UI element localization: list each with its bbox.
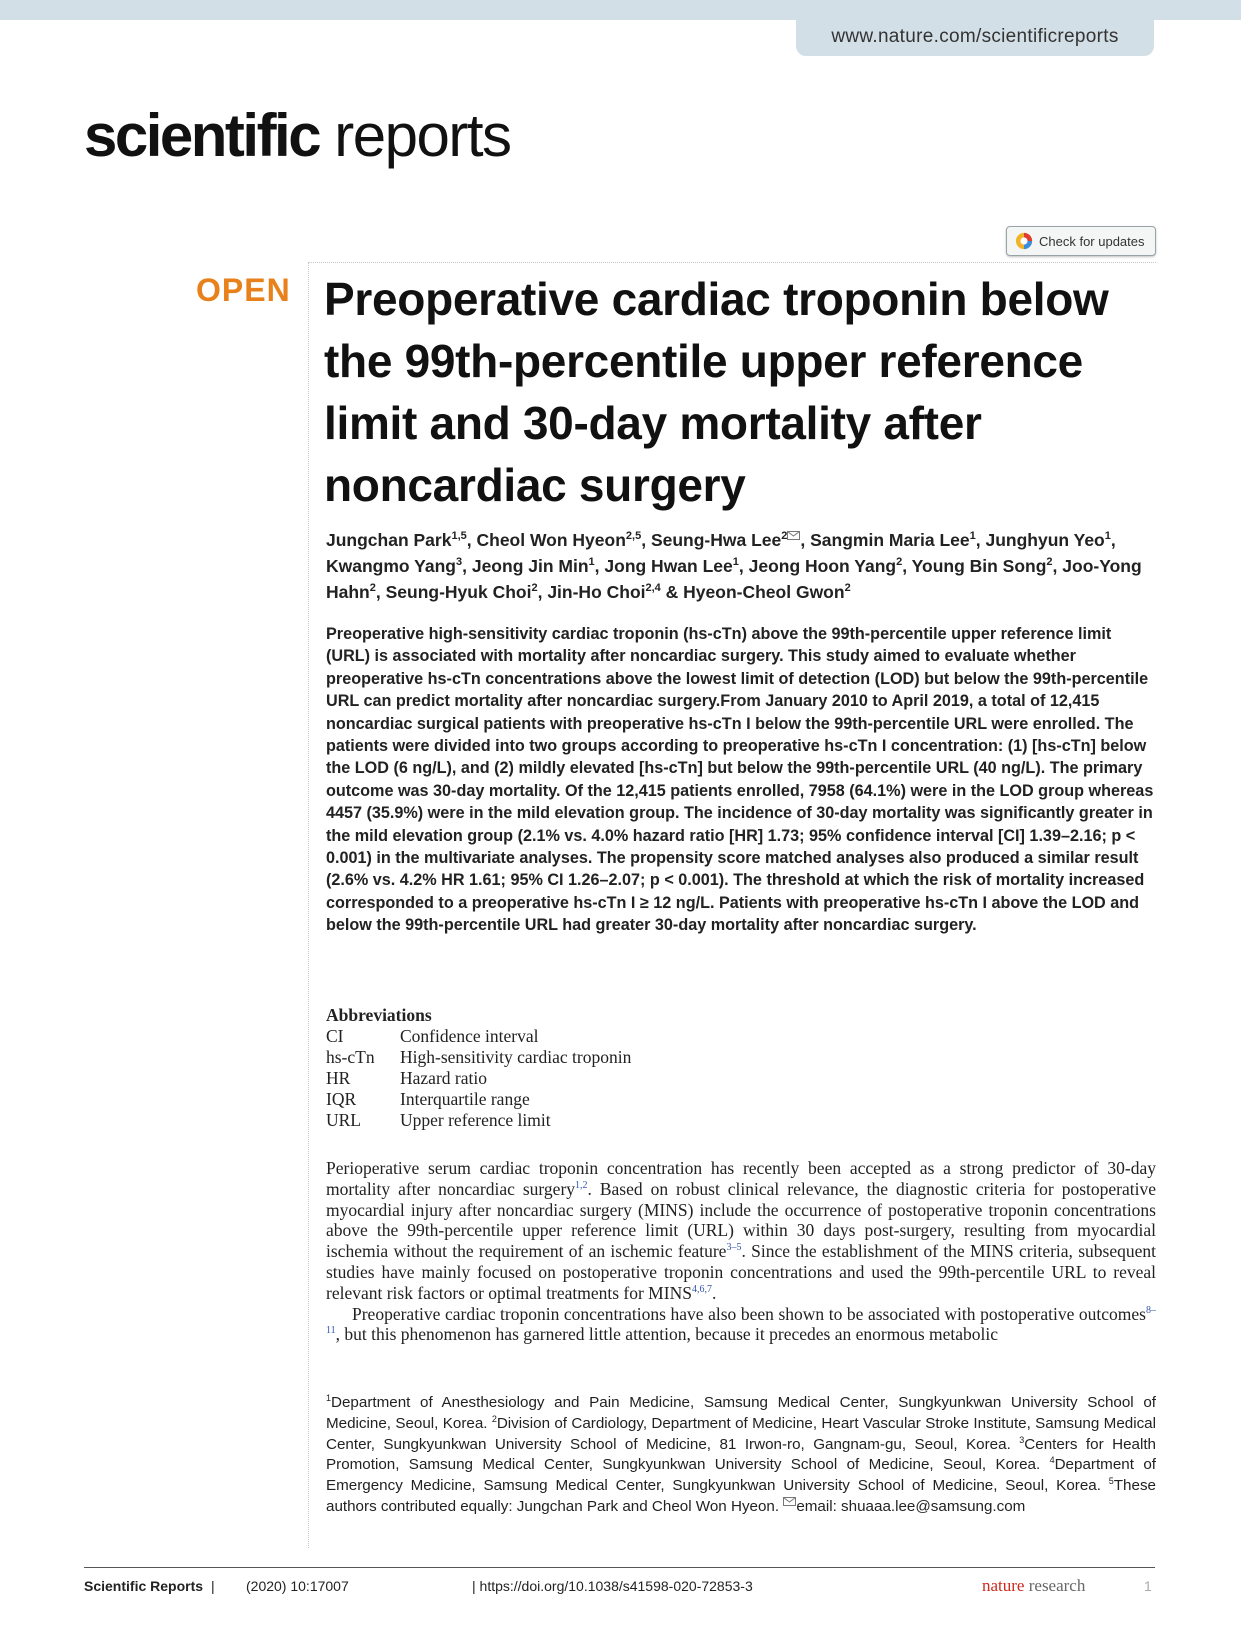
author-separator: ,	[641, 530, 651, 550]
author[interactable]	[477, 530, 642, 550]
footer-journal: Scientific Reports	[84, 1578, 204, 1594]
author-separator: ,	[466, 530, 477, 550]
journal-url[interactable]: www.nature.com/scientificreports	[796, 20, 1154, 56]
author[interactable]	[386, 582, 538, 602]
margin-divider	[308, 262, 309, 1548]
body-paragraph-2	[326, 1304, 1156, 1346]
author-affiliation: 1	[969, 530, 976, 543]
body-paragraph-1	[326, 1158, 1156, 1304]
author-affiliation: 2	[369, 582, 376, 595]
author-name: Junghyun Yeo	[985, 530, 1105, 550]
body-text-span: Perioperative serum cardiac troponin concentration has recently been accepted as a strong predictor of 30-day mortality after noncardiac surgery	[326, 1158, 1156, 1199]
check-updates-button[interactable]	[1006, 226, 1156, 256]
citation-link[interactable]: 3–5	[726, 1242, 742, 1254]
author-affiliation: 1,5	[451, 530, 467, 543]
author-affiliation: 2,4	[645, 582, 661, 595]
author-affiliation: 1	[1104, 530, 1111, 543]
affiliation-text: Department of Anesthesiology and Pain Medicine, Samsung Medical Center, Sungkyunkwan University School of Medicine, Seoul, Korea.	[326, 1394, 1156, 1432]
author-separator: ,	[800, 530, 811, 550]
abbreviation-row	[326, 1068, 1026, 1089]
author-separator: ,	[537, 582, 548, 602]
abbreviation-key: hs-cTn	[326, 1047, 375, 1067]
author[interactable]	[912, 556, 1053, 576]
author-name: Joo-Yong Hahn	[326, 556, 1142, 602]
body-text-span: . Based on robust clinical relevance, the diagnostic criteria for postoperative myocardial injury after noncardiac surgery (MINS) include the occurrence of postoperative troponin concentrations above the 99th-percentile upper reference limit (URL) within 30 days post-surgery, resulting from myocardial ischemia without the requirement of an ischemic feature	[326, 1178, 1156, 1262]
body-text	[326, 1158, 1156, 1345]
publisher-logo	[982, 1576, 1085, 1596]
open-access-label: OPEN	[196, 272, 291, 308]
publisher-logo-nature: nature	[982, 1576, 1025, 1595]
author[interactable]	[472, 556, 595, 576]
affiliation-text: Centers for Health Promotion, Samsung Medical Center, Sungkyunkwan University School of Medicine, Seoul, Korea.	[326, 1435, 1156, 1474]
affiliation-text: Department of Emergency Medicine, Samsung Medical Center, Sungkyunkwan University School of Medicine, Seoul, Korea.	[326, 1456, 1156, 1495]
author-separator: ,	[594, 556, 605, 576]
page-number: 1	[1144, 1578, 1152, 1594]
body-text-span: .	[711, 1282, 717, 1303]
abbreviation-key: CI	[326, 1026, 344, 1046]
author-name: Jong Hwan Lee	[604, 556, 733, 576]
abbreviation-row	[326, 1110, 1026, 1131]
author-name: Kwangmo Yang	[326, 556, 456, 576]
footer-separator: |	[211, 1578, 215, 1594]
journal-brand[interactable]	[84, 96, 511, 176]
author-name: Jungchan Park	[326, 530, 452, 550]
author-separator: ,	[738, 556, 749, 576]
author-affiliation: 2,5	[625, 530, 642, 543]
author-affiliation: 2	[896, 556, 903, 569]
footer-citation: (2020) 10:17007	[246, 1578, 349, 1594]
author-separator: &	[660, 582, 684, 602]
abbreviation-key: HR	[326, 1068, 351, 1088]
author[interactable]	[547, 582, 660, 602]
affiliation-number: 3	[1019, 1434, 1025, 1445]
abbreviation-value: Hazard ratio	[400, 1068, 487, 1088]
affiliations	[326, 1393, 1156, 1518]
affiliation-text: These authors contributed equally: Jungchan Park and Cheol Won Hyeon.	[326, 1477, 1156, 1515]
author-separator: ,	[375, 582, 386, 602]
affiliation-number: 2	[491, 1413, 497, 1424]
author-separator: ,	[1052, 556, 1063, 576]
author[interactable]	[810, 530, 976, 550]
author[interactable]	[749, 556, 903, 576]
author-name: Hyeon-Cheol Gwon	[683, 582, 845, 602]
publisher-logo-research: research	[1028, 1576, 1086, 1595]
author-affiliation: 3	[455, 556, 463, 569]
author[interactable]	[985, 530, 1110, 550]
citation-link[interactable]: 4,6,7	[691, 1283, 712, 1295]
abbreviation-row	[326, 1089, 1026, 1110]
author-separator: ,	[902, 556, 912, 576]
author-affiliation: 1	[732, 556, 739, 569]
abbreviation-row	[326, 1026, 1026, 1047]
envelope-icon	[783, 1497, 796, 1506]
author-separator: ,	[1110, 530, 1116, 550]
affiliation-number: 5	[1108, 1476, 1114, 1487]
author-name: Young Bin Song	[911, 556, 1047, 576]
author-affiliation: 2	[781, 530, 788, 543]
abbreviation-value: Interquartile range	[400, 1089, 530, 1109]
abbreviation-value: Confidence interval	[400, 1026, 539, 1046]
author-name: Jeong Hoon Yang	[748, 556, 897, 576]
body-text-span: . Since the establishment of the MINS criteria, subsequent studies have mainly focused on postoperative troponin concentrations and used the 99th-percentile URL to reveal relevant risk factors or optimal treatments for MINS	[326, 1241, 1156, 1303]
author[interactable]	[326, 556, 462, 576]
affiliation-number: 4	[1049, 1455, 1055, 1466]
header-divider	[308, 262, 1156, 263]
check-updates-label: Check for updates	[1039, 233, 1145, 249]
author-affiliation: 2	[1046, 556, 1053, 569]
author-separator: ,	[462, 556, 472, 576]
author-affiliation: 2	[844, 582, 851, 595]
author-name: Cheol Won Hyeon	[476, 530, 626, 550]
author-name: Jin-Ho Choi	[547, 582, 646, 602]
brand-bold: scientific	[84, 102, 320, 169]
author-separator: ,	[975, 530, 986, 550]
abbreviation-row	[326, 1047, 1026, 1068]
author-name: Jeong Jin Min	[471, 556, 589, 576]
abbreviation-key: IQR	[326, 1089, 357, 1109]
abbreviations-heading: Abbreviations	[326, 1005, 432, 1025]
envelope-icon	[787, 531, 800, 540]
affiliation-number: 1	[326, 1392, 332, 1403]
author-name: Seung-Hwa Lee	[650, 530, 782, 550]
author[interactable]	[326, 530, 467, 550]
abbreviation-value: Upper reference limit	[400, 1110, 551, 1130]
corresponding-email[interactable]: email: shuaaa.lee@samsung.com	[796, 1497, 1026, 1515]
body-text-span: Preoperative cardiac troponin concentrations have also been shown to be associated with postoperative outcomes	[352, 1303, 1146, 1324]
author[interactable]	[651, 530, 800, 550]
author[interactable]	[683, 582, 851, 602]
crossmark-icon	[1015, 232, 1033, 250]
citation-link[interactable]: 8–11	[326, 1304, 1156, 1337]
affiliation-text: Division of Cardiology, Department of Medicine, Heart Vascular Stroke Institute, Samsung Medical Center, Sungkyunkwan University School of Medicine, 81 Irwon-ro, Gangnam-gu, Seoul, Korea.	[326, 1414, 1156, 1453]
author[interactable]	[604, 556, 738, 576]
author-affiliation: 2	[531, 582, 538, 595]
brand-light: reports	[334, 102, 511, 169]
footer-doi-link[interactable]: | https://doi.org/10.1038/s41598-020-72853-3	[472, 1578, 753, 1594]
abbreviation-value: High-sensitivity cardiac troponin	[400, 1047, 632, 1067]
author-list	[326, 527, 1166, 605]
abbreviation-key: URL	[326, 1110, 361, 1130]
top-banner	[0, 0, 1241, 20]
page-footer	[84, 1578, 1155, 1602]
body-text-span: , but this phenomenon has garnered little attention, because it precedes an enormous metabolic	[335, 1324, 999, 1345]
abstract: Preoperative high-sensitivity cardiac troponin (hs-cTn) above the 99th-percentile upper reference limit (URL) is associated with mortality after noncardiac surgery. This study aimed to evaluate whether preoperative hs-cTn concentrations above the lowest limit of detection (LOD) but below the 99th-percentile URL can predict mortality after noncardiac surgery.From January 2010 to April 2019, a total of 12,415 noncardiac surgical patients with preoperative hs-cTn I below the 99th-percentile URL were enrolled. The patients were divided into two groups according to preoperative hs-cTn I concentration: (1) [hs-cTn] below the LOD (6 ng/L), and (2) mildly elevated [hs-cTn] but below the 99th-percentile URL (40 ng/L). The primary outcome was 30-day mortality. Of the 12,415 patients enrolled, 7958 (64.1%) were in the LOD group whereas 4457 (35.9%) were in the mild elevation group. The incidence of 30-day mortality was significantly greater in the mild elevation group (2.1% vs. 4.0% hazard ratio [HR] 1.73; 95% confidence interval [CI] 1.39–2.16; p < 0.001) in the multivariate analyses. The propensity score matched analyses also produced a similar result (2.6% vs. 4.2% HR 1.61; 95% CI 1.26–2.07; p < 0.001). The threshold at which the risk of mortality increased corresponded to a preoperative hs-cTn I ≥ 12 ng/L. Patients with preoperative hs-cTn I above the LOD and below the 99th-percentile URL had greater 30-day mortality after noncardiac surgery.	[326, 625, 1154, 935]
author-name: Seung-Hyuk Choi	[385, 582, 532, 602]
author-affiliation: 1	[588, 556, 595, 569]
footer-divider	[84, 1567, 1155, 1568]
abbreviations	[326, 1005, 1026, 1131]
article-title: Preoperative cardiac troponin below the 99th-percentile upper reference limit and 30-day mortality after noncardiac surgery	[324, 273, 1109, 511]
citation-link[interactable]: 1,2	[575, 1179, 588, 1191]
author-name: Sangmin Maria Lee	[810, 530, 970, 550]
